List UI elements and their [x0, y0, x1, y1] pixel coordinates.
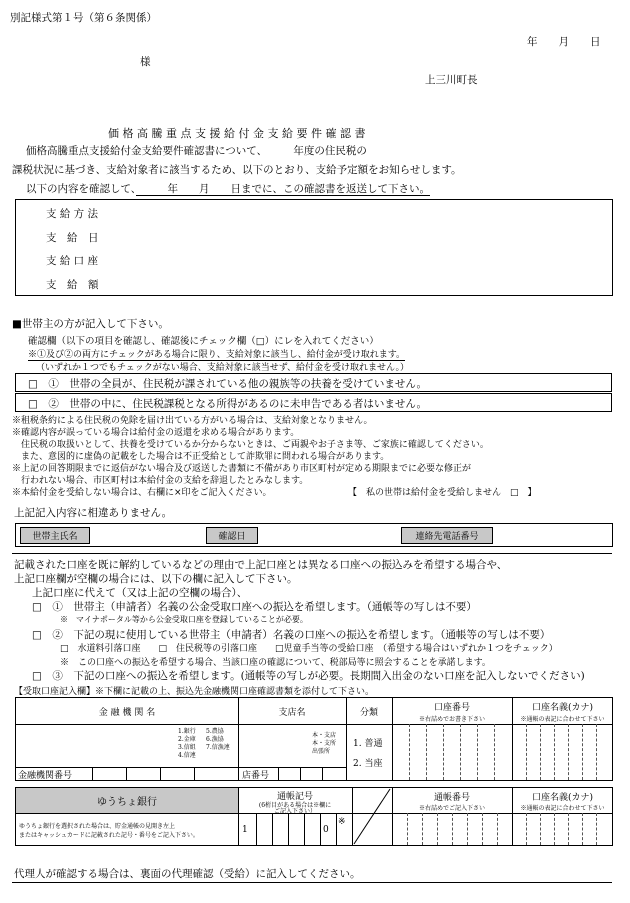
transfer-option-3[interactable]: □ ③ 下記の口座への振込を希望します。(通帳等の写しが必要。長期間入出金のない口座を記入しないでください) [32, 670, 585, 682]
yucho-symbol-digit-0: 0 [323, 825, 329, 835]
transfer-option-2-note: ※ この口座への振込を希望する場合、当該口座の確認について、税部局等に照会することを承諾します。 [60, 658, 491, 668]
check-item-2[interactable] [15, 393, 612, 412]
intro-line-3a: 以下の内容を確認して、 [26, 183, 137, 195]
institution-types-2: 5.農協 6.漁協 7.信漁連 [206, 728, 230, 751]
payment-amount-label: 支 給 額 [46, 279, 99, 291]
household-heading: ■世帯主の方が記入して下さい。 [12, 318, 169, 330]
note-5-text: 行われない場合、市区町村は本給付金の支給を辞退したとみなします。 [12, 476, 309, 486]
note-4: ※上記の回答期限までに返信がない場合及び返送した書類に不備があり市区町村が定める期限までに必要な修正が [12, 464, 472, 474]
bank-heading: 【受取口座記入欄】※下欄に記載の上、振込先金融機関口座確認書類を添付して下さい。 [14, 687, 375, 697]
check-note: 確認欄（以下の項目を確認し、確認後にチェック欄（□）にレを入れてください） [28, 336, 379, 347]
yucho-sixth-digit-mark: ※ [338, 817, 346, 827]
branch-code-label: 店番号 [242, 771, 270, 781]
eligibility-note-2: （いずれか１つでもチェックがない場合、支給対象に該当せず、給付金を受け取れません。） [36, 363, 410, 373]
institution-types-1: 1.銀行 2.金庫 3.信組 4.信連 [178, 728, 196, 759]
decline-checkbox[interactable]: 【 私の世帯は給付金を受給しません □ 】 [348, 488, 537, 498]
check-item-1[interactable] [15, 373, 612, 392]
yucho-symbol-note-2: ご記入下さい） [273, 808, 316, 815]
issue-date: 年 月 日 [527, 36, 601, 48]
note-6: ※本給付金を受給しない場合は、右欄に×印をご記入ください。 [12, 488, 272, 498]
yucho-symbol-note-1: (6桁目がある場合は※欄に [258, 802, 332, 809]
transfer-intro-2: 上記口座欄が空欄の場合には、以下の欄に記入して下さい。 [14, 573, 298, 585]
yucho-bank-name: ゆうちょ銀行 [97, 797, 157, 808]
yucho-symbol-header: 通帳記号 [276, 792, 313, 802]
check-item-2-label: □ ② 世帯の中に、住民税課税となる所得があるのに未申告である者はいません。 [28, 398, 428, 410]
yucho-note-2: またはキャッシュカードに記載された記号・番号をご記入下さい。 [19, 832, 199, 839]
confirm-date-label: 確認日 [206, 527, 258, 544]
note-3: また、意図的に虚偽の記載をした場合は不正受給として詐欺罪に問われる場合があります。 [12, 452, 390, 462]
issuer-name: 上三川町長 [425, 74, 478, 86]
yucho-number-note: ※右詰めでご記入下さい [418, 805, 485, 812]
transfer-intro-1: 記載された口座を既に解約しているなどの理由で上記口座とは異なる口座への振込みを希望する場合や、 [14, 559, 508, 571]
transfer-option-1[interactable]: □ ① 世帯主（申請者）名義の公金受取口座への振込を希望します。（通帳等の写しは不要） [32, 601, 477, 613]
institution-header: 金 融 機 関 名 [98, 707, 156, 718]
institution-code-label: 金融機関番号 [18, 771, 73, 781]
class-current[interactable]: 2. 当座 [353, 759, 383, 769]
branch-header: 支店名 [278, 707, 306, 718]
section-divider [12, 553, 612, 554]
transfer-option-1-note: ※ マイナポータル等から公金受取口座を登録していることが必要。 [60, 615, 308, 624]
intro-line-2: 課税状況に基づき、支給対象者に該当するため、以下のとおり、支給予定額をお知らせします。 [12, 164, 462, 176]
bank-table [15, 697, 613, 781]
transfer-option-2-sub[interactable]: □ 水道料引落口座 □ 住民税等の引落口座 □児童手当等の受給口座 （希望する場合はいずれか１つをチェック） [60, 644, 558, 654]
payment-account-label: 支 給 口 座 [46, 255, 99, 267]
yucho-note-1: ゆうちょ銀行を選択された場合は、貯金通帳の見開き左上 [19, 823, 176, 830]
note-2: 住民税の取扱いとして、扶養を受けているか分からないときは、ご両親やお子さま等、ご家族に確認してください。 [12, 440, 489, 450]
payment-method-label: 支 給 方 法 [46, 208, 99, 220]
note-0: ※租税条約による住民税の免除を届け出ている方がいる場合は、支給対象となりません。 [12, 416, 373, 426]
yucho-symbol-digit-1: 1 [242, 825, 248, 835]
phone-label: 連絡先電話番号 [401, 527, 493, 544]
transfer-option-2[interactable]: □ ② 下記の現に使用している世帯主（申請者）名義の口座への振込を希望します。（通帳等の写しは不要） [32, 629, 551, 641]
householder-name-label: 世帯主氏名 [20, 527, 90, 544]
footer-note: 代理人が確認する場合は、裏面の代理確認（受給）に記入してください。 [14, 868, 361, 880]
eligibility-note-1: ※①及び②の両方にチェックがある場合に限り、支給対象に該当し、給付金が受け取れます。 [28, 347, 405, 361]
yucho-account-name-note: ※通帳の表記に合わせて下さい [520, 805, 605, 812]
payment-date-label: 支 給 日 [46, 232, 99, 244]
account-number-note: ※右詰めでお書き下さい [418, 716, 485, 723]
account-name-header: 口座名義(カナ) [531, 703, 594, 713]
note-1: ※確認内容が誤っている場合は給付金の返還を求める場合があります。 [12, 428, 300, 438]
footer-divider [12, 882, 612, 883]
confirm-statement: 上記記入内容に相違ありません。 [14, 507, 173, 519]
document-title: 価 格 高 騰 重 点 支 援 給 付 金 支 給 要 件 確 認 書 [108, 127, 366, 140]
account-number-header: 口座番号 [433, 703, 470, 713]
branch-types: 本・支店 本・支所 出張所 [312, 732, 337, 755]
yucho-table [15, 787, 613, 846]
form-number: 別記様式第１号（第６条関係） [10, 12, 157, 24]
intro-line-3 [26, 181, 430, 196]
account-name-note: ※通帳の表記に合わせて下さい [520, 716, 605, 723]
yucho-account-name-header: 口座名義(カナ) [531, 793, 594, 803]
recipient-suffix: 様 [140, 56, 151, 68]
check-item-1-label: □ ① 世帯の全員が、住民税が課されている他の親族等の扶養を受けていません。 [28, 378, 428, 390]
yucho-number-header: 通帳番号 [433, 793, 470, 803]
signature-row [15, 523, 613, 547]
transfer-intro-3: 上記口座に代えて（又は上記の空欄の場合）、 [32, 587, 248, 599]
return-deadline: 年 月 日までに、この確認書を返送して下さい。 [136, 183, 431, 195]
payment-info-box [15, 199, 613, 296]
yucho-slash [352, 788, 392, 845]
class-ordinary[interactable]: 1. 普通 [353, 739, 383, 749]
class-header: 分類 [359, 707, 378, 718]
intro-line-1: 価格高騰重点支援給付金支給要件確認書について、 年度の住民税の [26, 145, 367, 157]
